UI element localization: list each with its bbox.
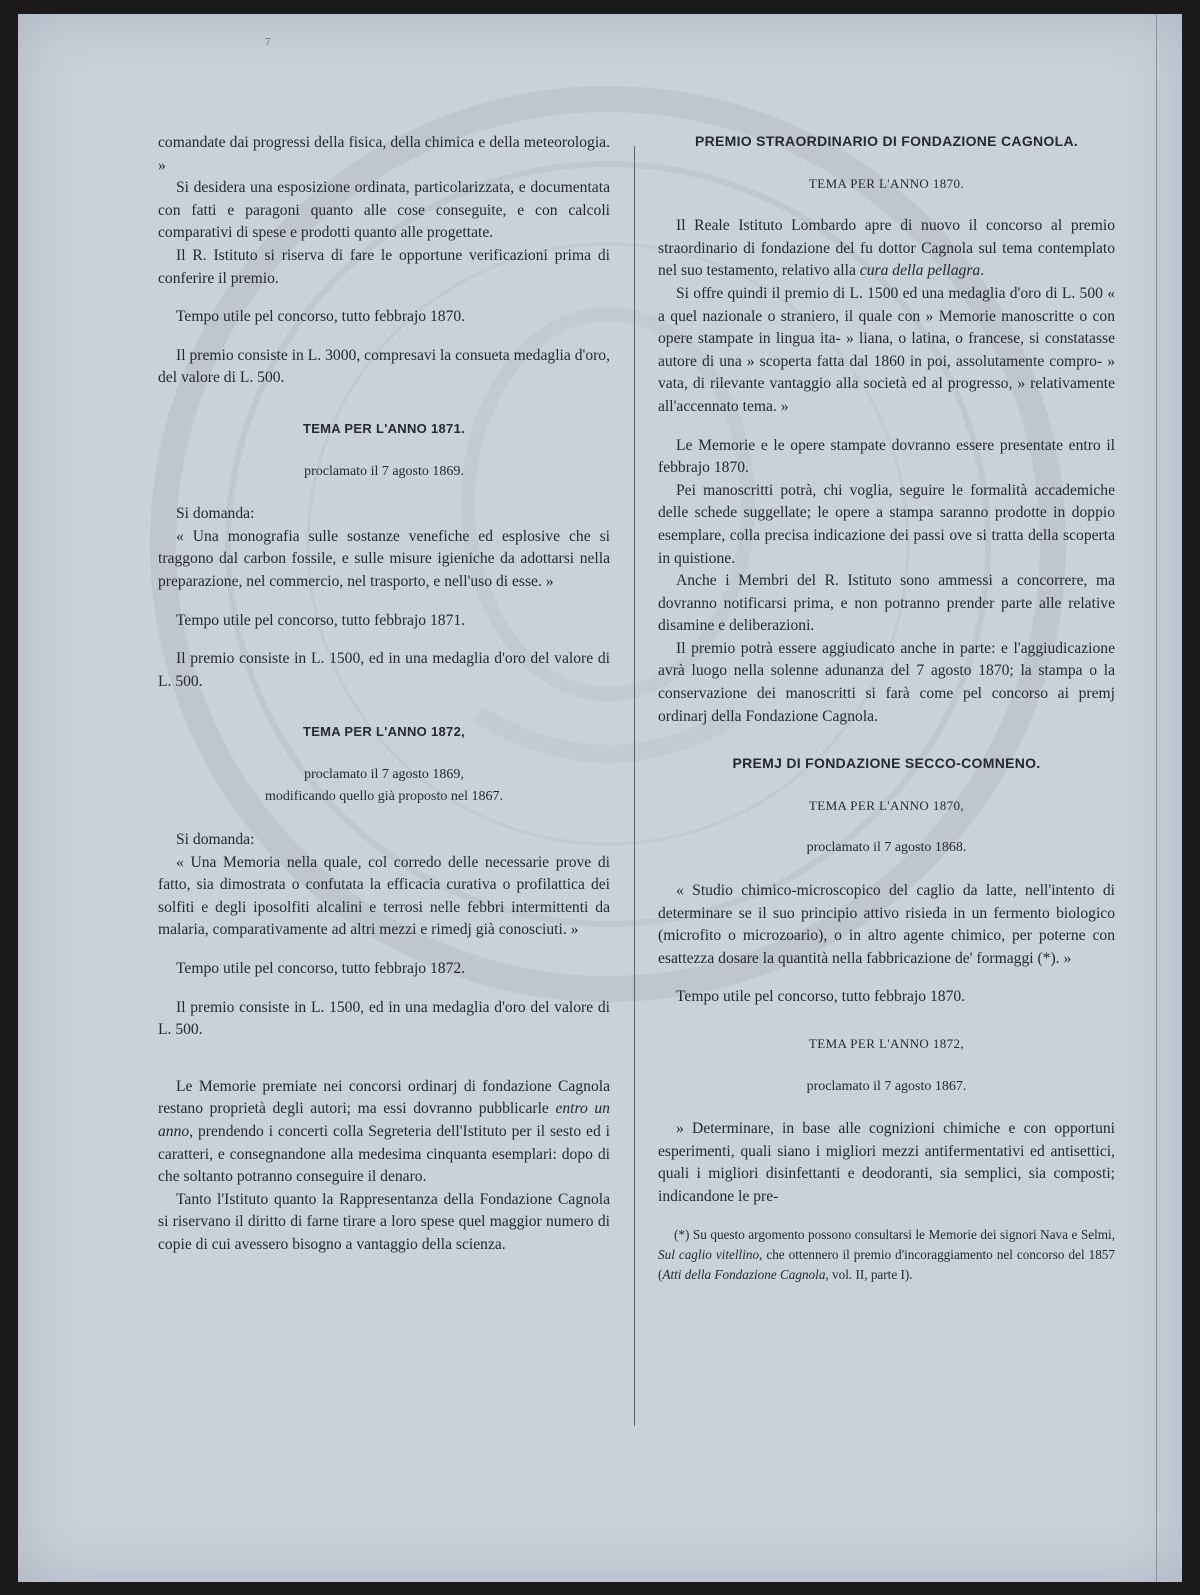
prize-text: Il premio consiste in L. 3000, compresavi la consueta medaglia d'oro, del valore di L. 500. [158,346,610,387]
paragraph: Tanto l'Istituto quanto la Rappresentanza della Fondazione Cagnola si riservano il diritto di farne tirare a loro spese quel maggior numero di copie di cui avessero bisogno a vantaggio della scienza. [158,1190,610,1253]
section-subheading: proclamato il 7 agosto 1869, [304,766,464,782]
deadline-text: Tempo utile pel concorso, tutto febbrajo 1871. [176,611,466,629]
paragraph: Si offre quindi il premio di L. 1500 ed una medaglia d'oro di L. 500 « a quel nazionale o straniero, il quale con » Memorie manoscritte o con opere stampate in lingua ita- » liana, o latina, o francese, si constatasse autore di una » scoperta fatta dal 1860 in poi, assolutamente compro- » vata, di rilevante vantaggio alla società ed al progresso, » relativamente all'accennato tema. » [658,284,1115,415]
paragraph: Pei manoscritti potrà, chi voglia, seguire le formalità accademiche delle schede suggellate; le opere a stampa saranno prodotte in doppio esemplare, colla precisa indicazione dei passi ove si tratta della scoperta in quistione. [658,481,1115,567]
section-subheading: proclamato il 7 agosto 1868. [806,840,967,856]
paragraph: Le Memorie e le opere stampate dovranno essere presentate entro il febbrajo 1870. [658,436,1115,477]
page-mark: 7 [265,36,271,48]
quoted-question: « Una Memoria nella quale, col corredo delle necessarie prove di fatto, sia dimostrata o confutata la efficacia curativa o profilattica dei solfiti e degli iposolfiti alcalini e terrosi nelle febbri intermittenti da malaria, comparativamente ad altri mezzi e rimedj già conosciuti. » [158,853,610,939]
paragraph: Le Memorie premiate nei concorsi ordinarj di fondazione Cagnola restano proprietà degli autori; ma essi dovranno pubblicarle entro un anno, prendendo i concerti colla Segreteria dell'Istituto per il sesto ed i caratteri, e consegnandone alla medesima cinquanta esemplari: dopo di che soltanto potranno conseguire il denaro. [158,1077,610,1186]
footnote: (*) Su questo argomento possono consultarsi le Memorie dei signori Nava e Selmi, Sul caglio vitellino, che ottennero il premio d'incoraggiamento nel concorso del 1857 (Atti della Fondazione Cagnola, vol. II, parte I). [658,1226,1115,1282]
column-divider [634,146,635,1426]
paragraph: Si domanda: [176,831,255,849]
prize-text: Il premio consiste in L. 1500, ed in una medaglia d'oro del valore di L. 500. [158,650,610,690]
section-heading: TEMA PER L'ANNO 1871. [302,420,466,436]
page-edge-line [1156,14,1157,1582]
paragraph: Anche i Membri del R. Istituto sono ammessi a concorrere, ma dovranno notificarsi prima, e non potranno prender parte alle relative disamine e deliberazioni. [658,572,1115,635]
section-title: PREMIO STRAORDINARIO DI FONDAZIONE CAGNOLA. [694,133,1079,149]
deadline-text: Tempo utile pel concorso, tutto febbrajo 1872. [176,960,466,978]
section-subheading: proclamato il 7 agosto 1869. [304,463,464,479]
paragraph: Il premio potrà essere aggiudicato anche in parte: e l'aggiudicazione avrà luogo nella solenne adunanza del 7 agosto 1870; la stampa o la conservazione dei manoscritti si farà come pel concorso ai premj ordinarj della Fondazione Cagnola. [658,639,1115,725]
right-column [658,14,1115,1285]
deadline-text: Tempo utile pel concorso, tutto febbrajo 1870. [176,308,466,326]
section-subheading: proclamato il 7 agosto 1867. [806,1078,967,1094]
quoted-question: « Studio chimico-microscopico del caglio da latte, nell'intento di determinare se il suo principio attivo risieda in un fermento biologico (microfito o microzoario), o in altro agente chimico, per poterne con esattezza dosare la quantità nella fabbricazione de' formaggi (*). » [658,882,1115,967]
section-title: PREMJ DI FONDAZIONE SECCO-COMNENO. [732,755,1041,772]
paragraph: Il R. Istituto si riserva di fare le opportune verificazioni prima di conferire il premio. [158,246,610,287]
paragraph: Si domanda: [176,505,255,523]
section-heading: TEMA PER L'ANNO 1870, [808,797,965,813]
section-heading: TEMA PER L'ANNO 1872, [302,724,466,740]
prize-text: Il premio consiste in L. 1500, ed in una medaglia d'oro del valore di L. 500. [158,998,610,1039]
paragraph: Si desidera una esposizione ordinata, particolarizzata, e documentata con fatti e paragoni quanto alle cose conseguite, e con calcoli comparativi di spese e prodotti quanto alle progettate. [158,179,610,242]
left-column [158,14,610,1257]
deadline-text: Tempo utile pel concorso, tutto febbrajo 1870. [676,988,966,1006]
paragraph: comandate dai progressi della fisica, della chimica e della meteorologia. » [158,134,610,174]
quoted-question: « Una monografia sulle sostanze venefiche ed esplosive che si traggono dal carbon fossile, e sulle misure igieniche da adottarsi nella preparazione, nel commercio, nel trasporto, e nell'uso di esse. » [158,527,610,590]
section-heading: TEMA PER L'ANNO 1870. [808,175,965,191]
quoted-question: » Determinare, in base alle cognizioni chimiche e con opportuni esperimenti, quali siano i migliori mezzi antifermentativi ed antisettici, quali i migliori disinfettanti e deodoranti, sia semplici, sia composti; indicandone le pre- [658,1120,1115,1205]
section-heading: TEMA PER L'ANNO 1872, [808,1036,965,1051]
section-subheading: modificando quello già proposto nel 1867. [265,789,503,805]
paragraph: Il Reale Istituto Lombardo apre di nuovo il concorso al premio straordinario di fondazione del fu dottor Cagnola sul tema contemplato nel suo testamento, relativo alla cura della pellagra. [658,217,1115,280]
document-page [18,14,1182,1582]
